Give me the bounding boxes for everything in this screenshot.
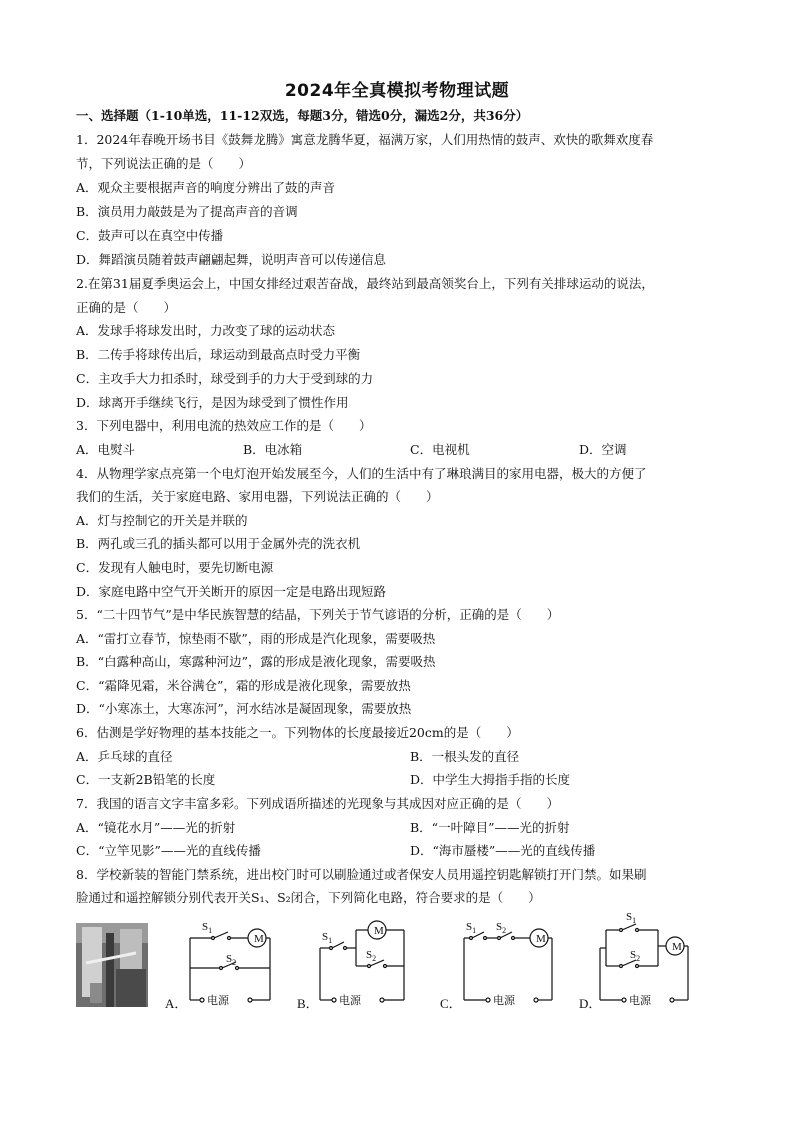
circuit-d bbox=[596, 906, 706, 1010]
motor-symbol: M bbox=[536, 933, 546, 945]
q1-stem-line1: 1．2024年春晚开场书目《鼓舞龙腾》寓意龙腾华夏，福满万家，人们用热情的鼓声、欢快的歌舞欢度春 bbox=[76, 132, 654, 147]
exam-title: 2024年全真模拟考物理试题 bbox=[284, 81, 510, 101]
q2-option-b: B．二传手将球传出后，球运动到最高点时受力平衡 bbox=[76, 347, 361, 362]
switch-s2-subscript: 2 bbox=[372, 954, 377, 963]
power-source-label: 电源 bbox=[339, 995, 361, 1007]
q3-option-c: C．电视机 bbox=[410, 442, 470, 457]
switch-s1-label: S bbox=[322, 931, 329, 943]
switch-s1-label: S bbox=[626, 911, 633, 923]
svg-text:S1 bbox=[322, 931, 332, 945]
q3-option-d: D．空调 bbox=[579, 442, 627, 457]
svg-text:S2 bbox=[496, 921, 506, 935]
q5-option-b: B．“白露种高山，寒露种河边”，露的形成是液化现象，需要吸热 bbox=[76, 654, 436, 669]
q4-option-d: D．家庭电路中空气开关断开的原因一定是电路出现短路 bbox=[76, 584, 387, 599]
switch-s1-subscript: 1 bbox=[328, 936, 333, 945]
q5-option-c: C．“霜降见霜，米谷满仓”，霜的形成是液化现象，需要放热 bbox=[76, 678, 411, 693]
svg-text:S1 bbox=[202, 921, 212, 935]
power-source-label: 电源 bbox=[629, 995, 651, 1007]
switch-s1-subscript: 1 bbox=[632, 916, 637, 925]
q6-option-a: A．乒乓球的直径 bbox=[76, 749, 173, 764]
q4-stem-line2: 我们的生活，关于家庭电路、家用电器，下列说法正确的（ ） bbox=[76, 489, 439, 504]
q3-option-b: B．电冰箱 bbox=[243, 442, 303, 457]
switch-s1-subscript: 1 bbox=[208, 926, 213, 935]
q2-option-d: D．球离开手继续飞行，是因为球受到了惯性作用 bbox=[76, 395, 349, 410]
q1-stem-line2: 节，下列说法正确的是（ ） bbox=[76, 156, 252, 171]
power-source-label: 电源 bbox=[207, 995, 229, 1007]
q7-option-c: C．“立竿见影”——光的直线传播 bbox=[76, 843, 261, 858]
q1-option-d: D．舞蹈演员随着鼓声翩翩起舞，说明声音可以传递信息 bbox=[76, 252, 387, 267]
q5-option-d: D．“小寒冻土，大寒冻河”，河水结冰是凝固现象，需要放热 bbox=[76, 701, 412, 716]
q1-option-b: B．演员用力敲鼓是为了提高声音的音调 bbox=[76, 204, 298, 219]
motor-symbol: M bbox=[374, 925, 384, 937]
section-heading: 一、选择题（1-10单选，11-12双选，每题3分，错选0分，漏选2分，共36分） bbox=[76, 108, 529, 123]
svg-text:S2 bbox=[226, 953, 236, 967]
switch-s2-subscript: 2 bbox=[636, 954, 641, 963]
q2-option-a: A．发球手将球发出时，力改变了球的运动状态 bbox=[76, 323, 336, 338]
motor-symbol: M bbox=[254, 933, 264, 945]
power-source-label: 电源 bbox=[493, 995, 515, 1007]
circuit-c bbox=[456, 918, 566, 1010]
q2-stem-line2: 正确的是（ ） bbox=[76, 300, 177, 315]
q6-option-d: D．中学生大拇指手指的长度 bbox=[410, 772, 571, 787]
gate-photo bbox=[76, 923, 148, 1007]
switch-s2-subscript: 2 bbox=[232, 958, 237, 967]
circuit-a bbox=[180, 918, 280, 1010]
svg-text:S1 bbox=[466, 921, 476, 935]
q3-stem: 3．下列电器中，利用电流的热效应工作的是（ ） bbox=[76, 418, 372, 433]
q2-option-c: C．主攻手大力扣杀时，球受到手的力大于受到球的力 bbox=[76, 371, 374, 386]
q7-option-b: B．“一叶障目”——光的折射 bbox=[410, 820, 570, 835]
circuit-b bbox=[312, 918, 422, 1010]
q8-option-c-label: C． bbox=[440, 996, 462, 1011]
q7-stem: 7．我国的语言文字丰富多彩。下列成语所描述的光现象与其成因对应正确的是（ ） bbox=[76, 796, 559, 811]
switch-s1-label: S bbox=[466, 921, 473, 933]
q4-option-a: A．灯与控制它的开关是并联的 bbox=[76, 513, 248, 528]
q8-option-a-label: A． bbox=[165, 996, 188, 1011]
q5-option-a: A．“雷打立春节，惊垫雨不歇”，雨的形成是汽化现象，需要吸热 bbox=[76, 631, 436, 646]
svg-text:S2 bbox=[630, 949, 640, 963]
svg-text:S2 bbox=[366, 949, 376, 963]
q8-option-b-label: B． bbox=[297, 996, 319, 1011]
q1-option-a: A．观众主要根据声音的响度分辨出了鼓的声音 bbox=[76, 180, 336, 195]
switch-s2-label: S bbox=[630, 949, 637, 961]
switch-s1-subscript: 1 bbox=[472, 926, 477, 935]
q4-option-b: B．两孔或三孔的插头都可以用于金属外壳的洗衣机 bbox=[76, 536, 361, 551]
switch-s2-subscript: 2 bbox=[502, 926, 507, 935]
switch-s2-label: S bbox=[366, 949, 373, 961]
q6-stem: 6．估测是学好物理的基本技能之一。下列物体的长度最接近20cm的是（ ） bbox=[76, 725, 519, 740]
q8-option-d-label: D． bbox=[579, 996, 602, 1011]
q6-option-b: B．一根头发的直径 bbox=[410, 749, 520, 764]
switch-s2-label: S bbox=[226, 953, 233, 965]
q6-option-c: C．一支新2B铅笔的长度 bbox=[76, 772, 216, 787]
q2-stem-line1: 2.在第31届夏季奥运会上，中国女排经过艰苦奋战，最终站到最高领奖台上，下列有关排球运动的说法， bbox=[76, 276, 654, 291]
svg-text:S1 bbox=[626, 911, 636, 925]
switch-s2-label: S bbox=[496, 921, 503, 933]
q4-option-c: C．发现有人触电时，要先切断电源 bbox=[76, 560, 274, 575]
q8-stem-line2: 脸通过和遥控解锁分别代表开关S₁、S₂闭合，下列简化电路，符合要求的是（ ） bbox=[76, 890, 541, 905]
motor-symbol: M bbox=[672, 941, 682, 953]
q4-stem-line1: 4．从物理学家点亮第一个电灯泡开始发展至今，人们的生活中有了琳琅满目的家用电器，极大的方便了 bbox=[76, 466, 647, 481]
q1-option-c: C．鼓声可以在真空中传播 bbox=[76, 228, 224, 243]
q8-stem-line1: 8．学校新装的智能门禁系统，进出校门时可以刷脸通过或者保安人员用遥控钥匙解锁打开门禁。如果刷 bbox=[76, 867, 647, 882]
q3-option-a: A．电熨斗 bbox=[76, 442, 136, 457]
q5-stem: 5．“二十四节气”是中华民族智慧的结晶，下列关于节气谚语的分析，正确的是（ ） bbox=[76, 607, 560, 622]
switch-s1-label: S bbox=[202, 921, 209, 933]
q7-option-a: A．“镜花水月”——光的折射 bbox=[76, 820, 236, 835]
q7-option-d: D．“海市蜃楼”——光的直线传播 bbox=[410, 843, 596, 858]
